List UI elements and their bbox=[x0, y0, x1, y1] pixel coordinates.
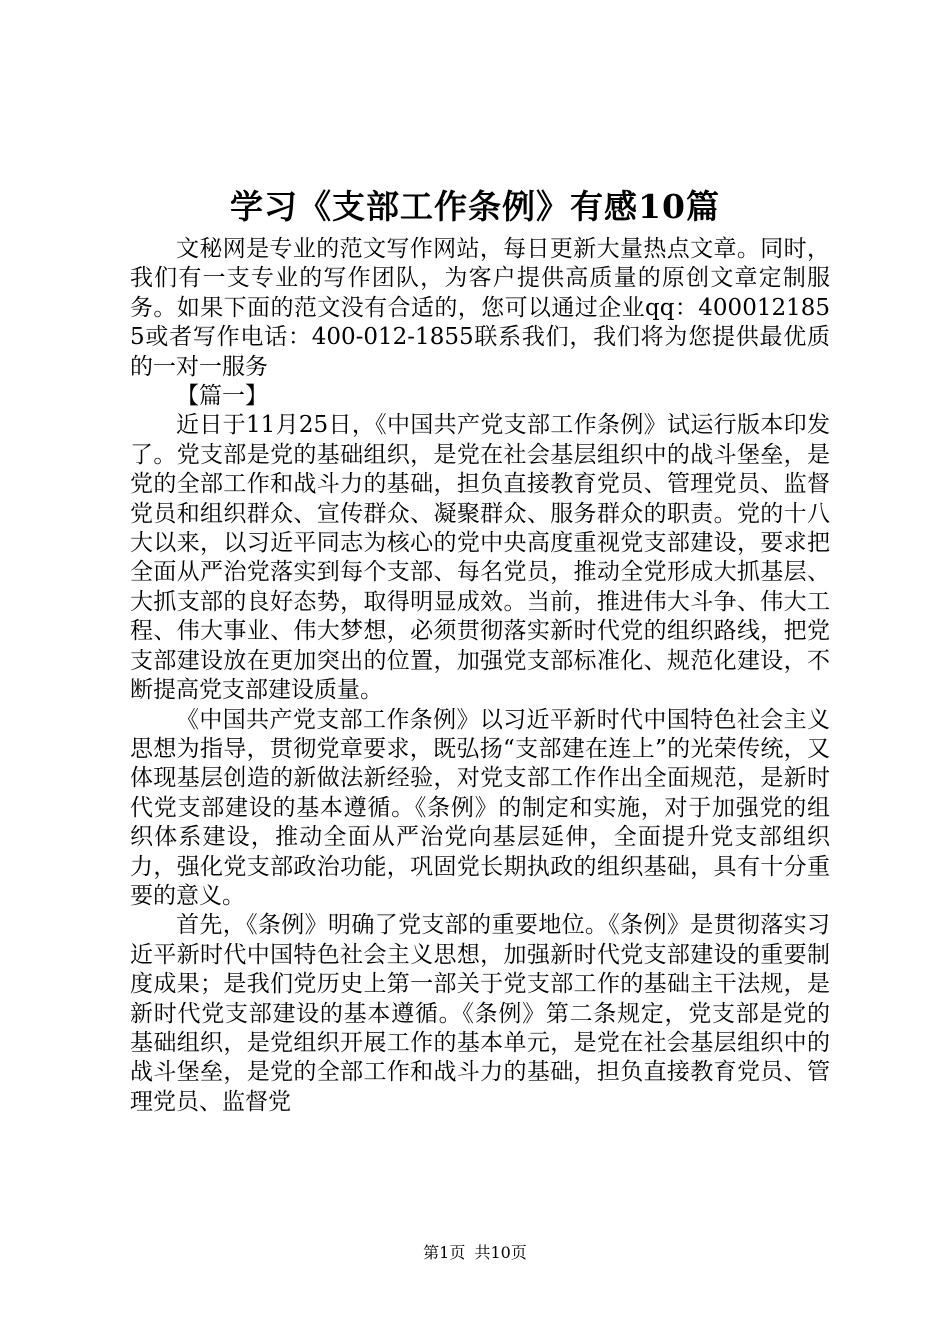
intro-paragraph: 文秘网是专业的范文写作网站，每日更新大量热点文章。同时，我们有一支专业的写作团队，为客户提供高质量的原创文章定制服务。如果下面的范文没有合适的，您可以通过企业qq：4000121855或者写作电话：400-012-1855联系我们，我们将为您提供最优质的一对一服务 bbox=[130, 236, 830, 380]
body-paragraph: 《中国共产党支部工作条例》以习近平新时代中国特色社会主义思想为指导，贯彻党章要求，既弘扬“支部建在连上”的光荣传统，又体现基层创造的新做法新经验，对党支部工作作出全面规范，是新时代党支部建设的基本遵循。《条例》的制定和实施，对于加强党的组织体系建设，推动全面从严治党向基层延伸，全面提升党支部组织力，强化党支部政治功能，巩固党长期执政的组织基础，具有十分重要的意义。 bbox=[130, 706, 830, 909]
section-heading: 【篇一】 bbox=[176, 383, 268, 410]
document-body bbox=[130, 235, 830, 1117]
document-title: 学习《支部工作条例》有感10篇 bbox=[230, 187, 720, 226]
page-total: 共10页 bbox=[474, 1243, 527, 1262]
body-paragraph: 近日于11月25日，《中国共产党支部工作条例》试运行版本印发了。党支部是党的基础组织，是党在社会基层组织中的战斗堡垒，是党的全部工作和战斗力的基础，担负直接教育党员、管理党员、监督党员和组织群众、宣传群众、凝聚群众、服务群众的职责。党的十八大以来，以习近平同志为核心的党中央高度重视党支部建设，要求把全面从严治党落实到每个支部、每名党员，推动全党形成大抓基层、大抓支部的良好态势，取得明显成效。当前，推进伟大斗争、伟大工程、伟大事业、伟大梦想，必须贯彻落实新时代党的组织路线，把党支部建设放在更加突出的位置，加强党支部标准化、规范化建设，不断提高党支部建设质量。 bbox=[130, 412, 830, 704]
page-number: 第1页 bbox=[423, 1243, 466, 1262]
body-paragraph: 首先，《条例》明确了党支部的重要地位。《条例》是贯彻落实习近平新时代中国特色社会主义思想，加强新时代党支部建设的重要制度成果；是我们党历史上第一部关于党支部工作的基础主干法规，是新时代党支部建设的基本遵循。《条例》第二条规定，党支部是党的基础组织，是党组织开展工作的基本单元，是党在社会基层组织中的战斗堡垒，是党的全部工作和战斗力的基础，担负直接教育党员、管理党员、监督党 bbox=[130, 912, 830, 1115]
page-footer bbox=[0, 1242, 950, 1264]
